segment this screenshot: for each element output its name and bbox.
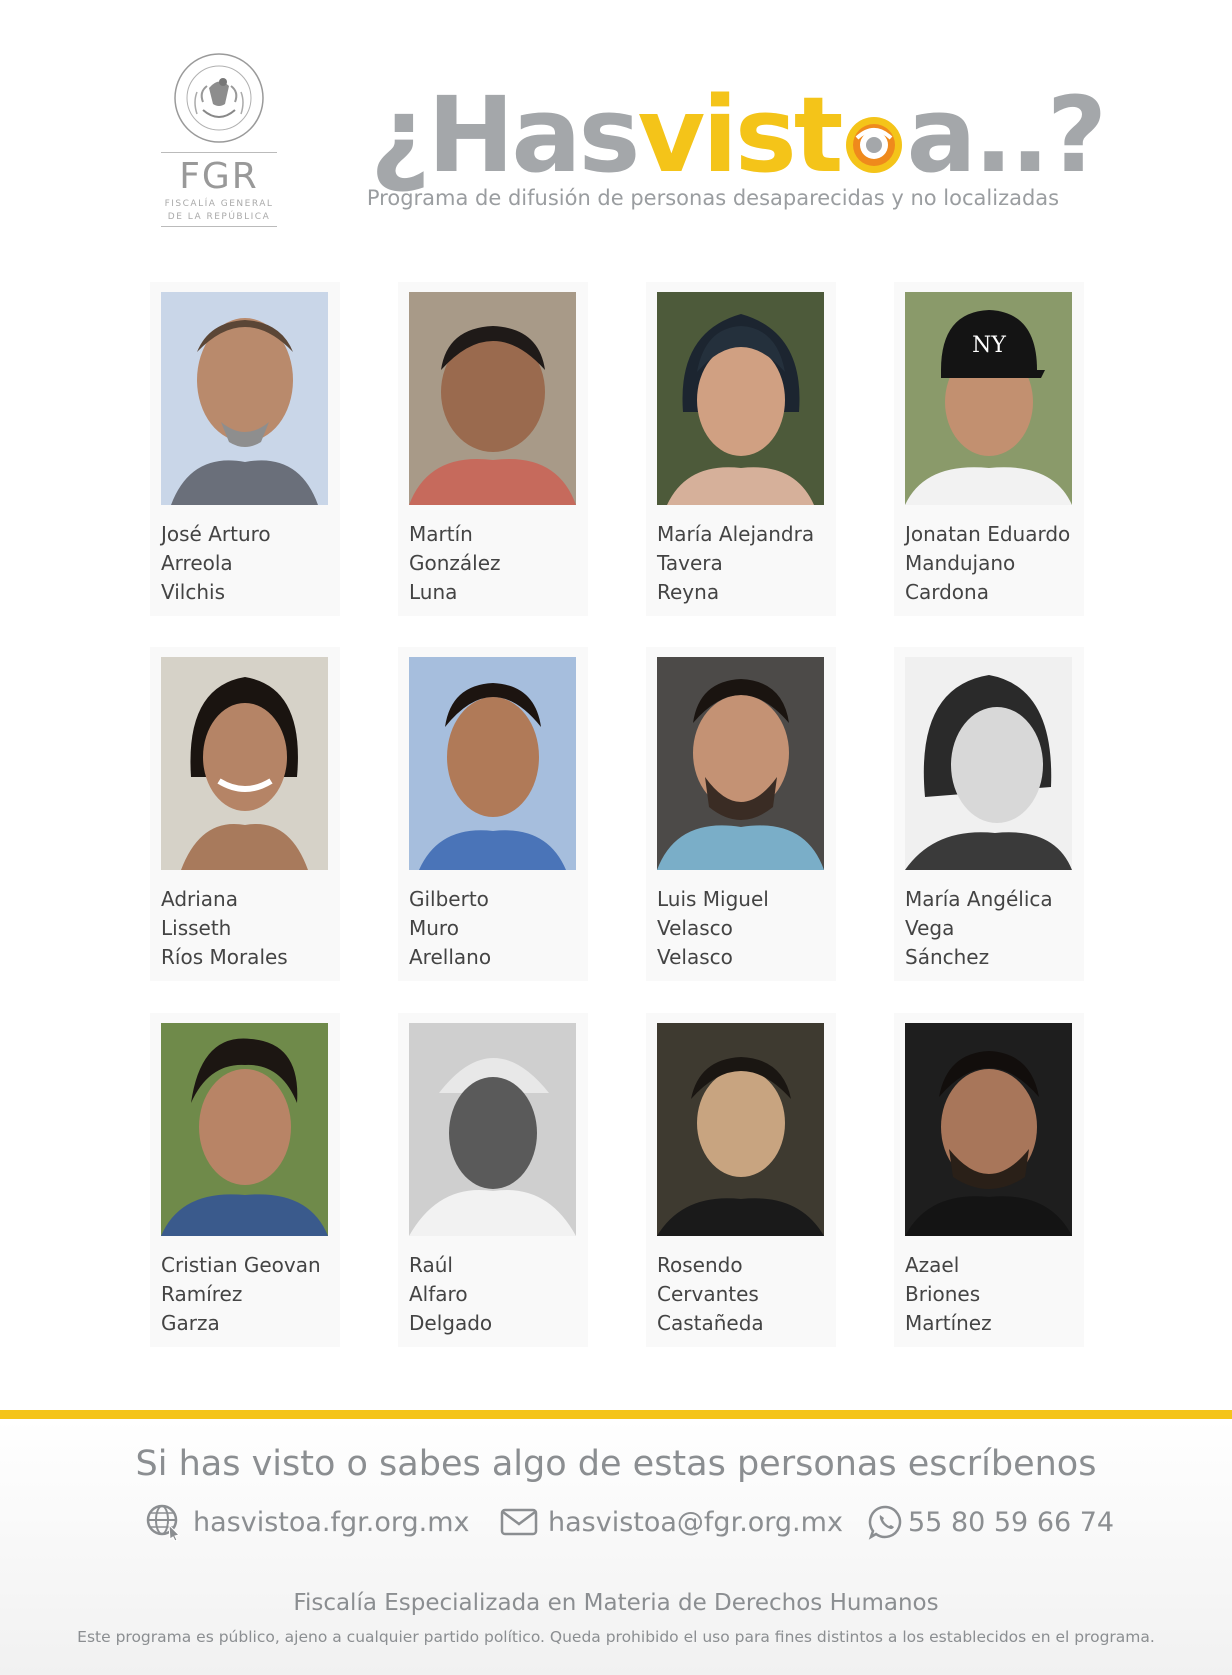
- person-name-line2: Velasco: [657, 916, 733, 940]
- person-name-line1: Martín: [409, 522, 473, 546]
- logo-underline: [161, 226, 277, 227]
- person-photo: [657, 657, 824, 870]
- person-name-line1: María Alejandra: [657, 522, 815, 546]
- phone-number[interactable]: 55 80 59 66 74: [908, 1506, 1115, 1538]
- person-photo: [409, 657, 576, 870]
- person-card: [398, 1013, 588, 1347]
- person-name: [657, 1251, 837, 1338]
- person-card: [646, 1013, 836, 1347]
- person-name-line3: Vilchis: [161, 580, 226, 604]
- person-name-line1: Raúl: [409, 1253, 453, 1277]
- person-photo: [161, 657, 328, 870]
- person-name: [161, 520, 341, 607]
- person-name-line2: Briones: [905, 1282, 981, 1306]
- person-photo: [905, 657, 1072, 870]
- person-photo: [161, 292, 328, 505]
- person-photo: [161, 1023, 328, 1236]
- email-contact[interactable]: [500, 1500, 843, 1544]
- person-name-line3: Sánchez: [905, 945, 990, 969]
- person-name-line3: Velasco: [657, 945, 733, 969]
- person-name: [905, 1251, 1085, 1338]
- person-photo: [657, 1023, 824, 1236]
- organization-name: Fiscalía Especializada en Materia de Derechos Humanos: [293, 1590, 939, 1616]
- person-name-line1: Rosendo: [657, 1253, 743, 1277]
- person-name-line1: Cristian Geovan: [161, 1253, 321, 1277]
- seal-icon: [173, 52, 265, 144]
- phone-contact[interactable]: [868, 1500, 1114, 1544]
- person-card: [150, 1013, 340, 1347]
- person-card: [398, 647, 588, 981]
- person-name-line3: Delgado: [409, 1311, 493, 1335]
- brand-part-a: a..?: [906, 74, 1105, 196]
- person-name-line2: Arreola: [161, 551, 233, 575]
- person-photo: [657, 292, 824, 505]
- person-name-line2: González: [409, 551, 501, 575]
- person-card: [150, 282, 340, 616]
- person-name: [161, 885, 341, 972]
- person-name-line3: Castañeda: [657, 1311, 764, 1335]
- person-name-line1: Adriana: [161, 887, 238, 911]
- person-name-line1: Jonatan Eduardo: [905, 522, 1071, 546]
- person-card: [646, 647, 836, 981]
- person-card: [894, 647, 1084, 981]
- person-photo: [409, 1023, 576, 1236]
- agency-abbreviation: FGR: [179, 156, 259, 197]
- person-name: [409, 885, 589, 972]
- call-to-action: Si has visto o sabes algo de estas personas escríbenos: [135, 1444, 1097, 1484]
- person-card: [398, 282, 588, 616]
- person-name-line2: Muro: [409, 916, 459, 940]
- person-name: [161, 1251, 341, 1338]
- brand-part-vist: vist: [637, 74, 841, 196]
- email-link[interactable]: hasvistoa@fgr.org.mx: [548, 1506, 843, 1538]
- person-name-line1: Azael: [905, 1253, 960, 1277]
- person-name-line2: Mandujano: [905, 551, 1016, 575]
- person-name-line3: Luna: [409, 580, 458, 604]
- person-name-line2: Tavera: [657, 551, 723, 575]
- person-photo: [905, 1023, 1072, 1236]
- person-name: [905, 885, 1085, 972]
- person-card: [646, 282, 836, 616]
- person-name-line2: Ramírez: [161, 1282, 243, 1306]
- person-name-line3: Martínez: [905, 1311, 992, 1335]
- person-name-line3: Ríos Morales: [161, 945, 288, 969]
- person-name-line2: Lisseth: [161, 916, 232, 940]
- envelope-icon: [500, 1507, 538, 1537]
- person-card: [894, 1013, 1084, 1347]
- fgr-logo: [160, 52, 278, 227]
- person-name: [905, 520, 1085, 607]
- person-name-line3: Reyna: [657, 580, 720, 604]
- footer-accent-rule: [0, 1410, 1232, 1419]
- person-card: [150, 647, 340, 981]
- person-name: [657, 885, 837, 972]
- eye-icon: [843, 114, 905, 176]
- person-name-line1: Gilberto: [409, 887, 489, 911]
- whatsapp-icon: [868, 1504, 904, 1540]
- person-name-line3: Garza: [161, 1311, 220, 1335]
- person-name: [409, 1251, 589, 1338]
- person-name-line3: Cardona: [905, 580, 989, 604]
- person-name-line2: Vega: [905, 916, 955, 940]
- person-name-line1: María Angélica: [905, 887, 1053, 911]
- person-name-line1: José Arturo: [161, 522, 271, 546]
- svg-text:NY: NY: [972, 333, 1006, 358]
- person-photo: [905, 292, 1072, 505]
- person-card: [894, 282, 1084, 616]
- person-name: [409, 520, 589, 607]
- person-name-line2: Cervantes: [657, 1282, 759, 1306]
- person-name-line2: Alfaro: [409, 1282, 468, 1306]
- agency-name-line1: FISCALÍA GENERAL: [164, 199, 274, 209]
- legal-disclaimer: Este programa es público, ajeno a cualquier partido político. Queda prohibido el uso para fines distintos a los establecidos en el programa.: [77, 1628, 1155, 1646]
- website-link[interactable]: hasvistoa.fgr.org.mx: [193, 1506, 470, 1538]
- person-name-line3: Arellano: [409, 945, 492, 969]
- website-contact[interactable]: [145, 1500, 470, 1544]
- logo-divider: [161, 152, 277, 153]
- globe-icon: [145, 1503, 183, 1541]
- person-name-line1: Luis Miguel: [657, 887, 769, 911]
- person-name: [657, 520, 837, 607]
- person-photo: [409, 292, 576, 505]
- page-subtitle: Programa de difusión de personas desaparecidas y no localizadas: [366, 186, 1060, 210]
- brand-part-has: ¿Has: [370, 74, 638, 196]
- brand-title: [370, 74, 1105, 196]
- agency-name-line2: DE LA REPÚBLICA: [167, 212, 271, 222]
